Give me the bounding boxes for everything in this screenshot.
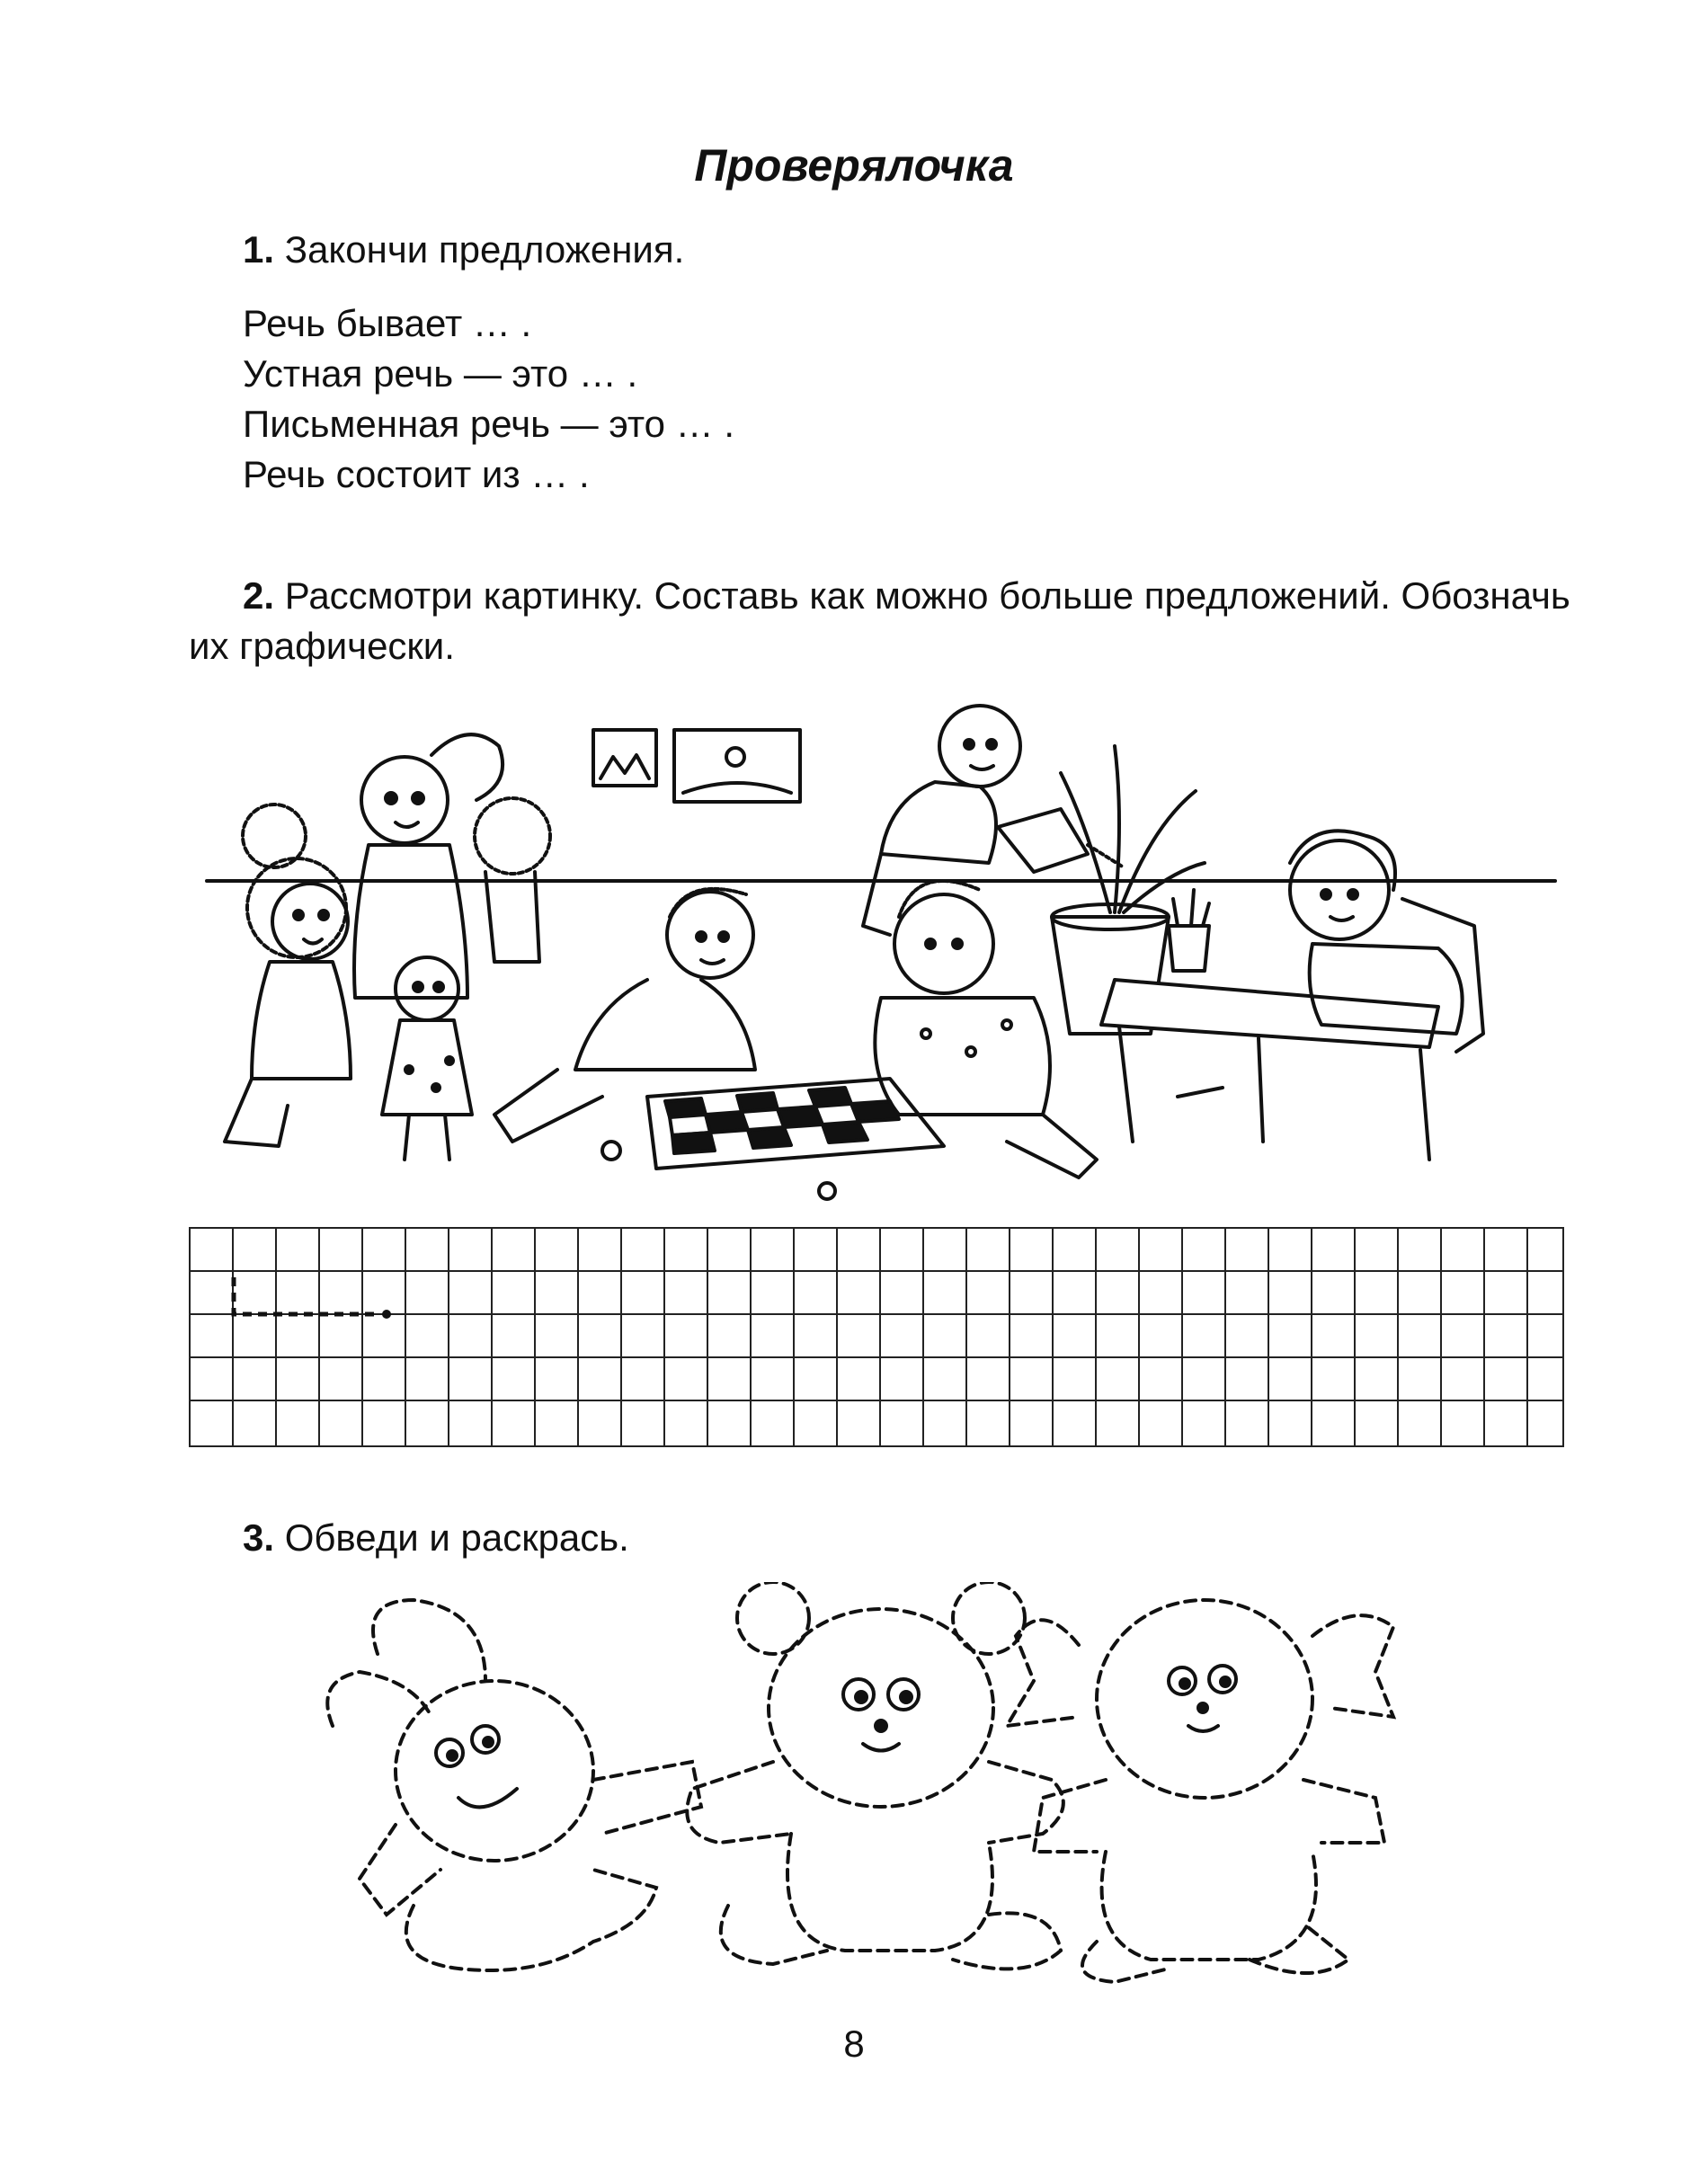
- teddy-bear-outline: [687, 1582, 1063, 1969]
- big-eared-toy-face: [1169, 1666, 1236, 1731]
- small-doll: [382, 957, 472, 1160]
- children-playing-illustration: [198, 692, 1564, 1205]
- bunny-face: [436, 1726, 517, 1807]
- task-3-number: 3.: [243, 1516, 275, 1559]
- page-title: Проверялочка: [694, 140, 1014, 191]
- answer-grid: [189, 1227, 1564, 1447]
- sentence-3: Письменная речь — это … .: [243, 403, 734, 445]
- girl-with-doll: [354, 734, 550, 998]
- pencil-on-floor: [1178, 1088, 1223, 1097]
- task-1-sentences: [243, 298, 734, 500]
- task-2-instruction: Рассмотри картинку. Составь как можно больше предложений. Обозначь их графически.: [189, 574, 1570, 667]
- curly-hair-girl: [225, 805, 351, 1146]
- trace-toys-illustration: [306, 1582, 1474, 1987]
- sentence-scheme-example: [234, 1277, 378, 1314]
- grid-horizontal-lines: [190, 1271, 1563, 1400]
- bunny-outline: [327, 1600, 701, 1970]
- sentence-end-dot: [382, 1310, 391, 1319]
- page-number: 8: [843, 2022, 865, 2065]
- grid-vertical-lines: [233, 1228, 1527, 1446]
- task-1-instruction: Закончи предложения.: [284, 228, 685, 271]
- sun-drawing: [726, 748, 744, 766]
- drawing-table: [1101, 890, 1438, 1160]
- task-1-heading: [243, 225, 684, 275]
- boy-watering-plant: [863, 706, 1124, 935]
- sentence-1: Речь бывает … .: [243, 302, 532, 344]
- chess-board: [647, 1079, 944, 1169]
- sentence-4: Речь состоит из … .: [243, 453, 590, 495]
- task-1-number: 1.: [243, 228, 275, 271]
- task-2-heading: [189, 571, 1573, 671]
- big-eared-toy-outline: [1007, 1600, 1393, 1982]
- task-3-instruction: Обведи и раскрась.: [284, 1516, 629, 1559]
- landscape-drawing: [683, 783, 791, 793]
- teddy-bear-face: [843, 1679, 919, 1751]
- chess-piece: [819, 1183, 835, 1199]
- task-3-heading: [243, 1513, 629, 1563]
- mountains-drawing: [600, 755, 649, 778]
- sentence-2: Устная речь — это … .: [243, 352, 638, 395]
- chess-piece: [602, 1142, 620, 1160]
- task-2-number: 2.: [243, 574, 275, 617]
